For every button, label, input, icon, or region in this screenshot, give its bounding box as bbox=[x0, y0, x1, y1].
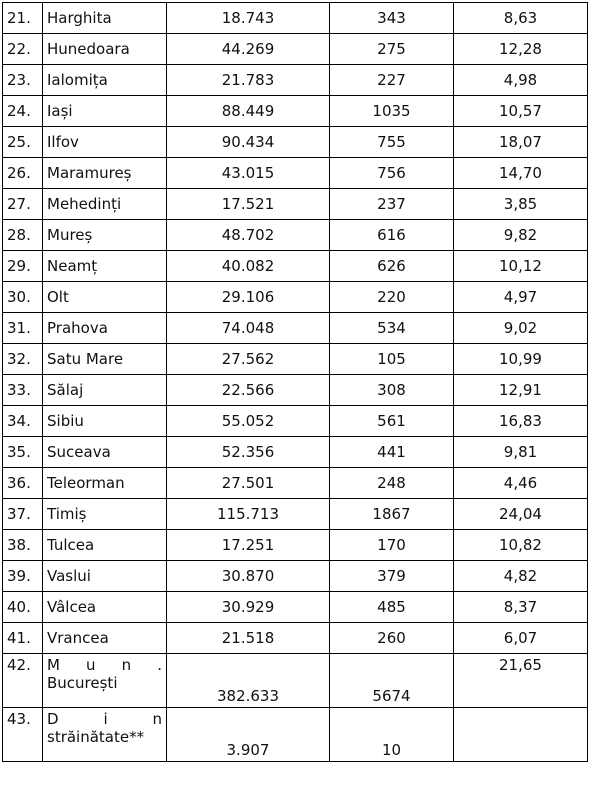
county-name: Iași bbox=[43, 96, 167, 127]
value-c: 10,99 bbox=[454, 344, 588, 375]
value-b: 248 bbox=[330, 468, 454, 499]
value-b: 343 bbox=[330, 3, 454, 34]
value-c: 10,82 bbox=[454, 530, 588, 561]
value-a: 17.521 bbox=[167, 189, 330, 220]
value-a: 48.702 bbox=[167, 220, 330, 251]
value-c: 12,91 bbox=[454, 375, 588, 406]
county-name: Vaslui bbox=[43, 561, 167, 592]
value-a: 18.743 bbox=[167, 3, 330, 34]
county-table bbox=[2, 2, 588, 762]
value-a: 115.713 bbox=[167, 499, 330, 530]
county-name: Mehedinți bbox=[43, 189, 167, 220]
table-row bbox=[3, 708, 588, 762]
county-name: Teleorman bbox=[43, 468, 167, 499]
value-c: 9,02 bbox=[454, 313, 588, 344]
value-c: 8,37 bbox=[454, 592, 588, 623]
table-row bbox=[3, 127, 588, 158]
county-name: Suceava bbox=[43, 437, 167, 468]
value-c: 18,07 bbox=[454, 127, 588, 158]
value-a: 22.566 bbox=[167, 375, 330, 406]
value-a: 44.269 bbox=[167, 34, 330, 65]
county-name bbox=[43, 654, 167, 708]
row-number: 41. bbox=[3, 623, 43, 654]
value-a: 88.449 bbox=[167, 96, 330, 127]
row-number: 32. bbox=[3, 344, 43, 375]
value-b: 170 bbox=[330, 530, 454, 561]
table-row bbox=[3, 158, 588, 189]
value-c: 9,81 bbox=[454, 437, 588, 468]
value-b: 626 bbox=[330, 251, 454, 282]
value-c: 12,28 bbox=[454, 34, 588, 65]
row-number: 33. bbox=[3, 375, 43, 406]
table-body bbox=[3, 3, 588, 762]
value-a: 55.052 bbox=[167, 406, 330, 437]
value-a: 3.907 bbox=[167, 708, 330, 762]
value-c: 4,98 bbox=[454, 65, 588, 96]
value-c: 3,85 bbox=[454, 189, 588, 220]
value-a: 21.518 bbox=[167, 623, 330, 654]
county-name: Ilfov bbox=[43, 127, 167, 158]
name-letter: M bbox=[47, 656, 60, 674]
row-number: 27. bbox=[3, 189, 43, 220]
value-b: 485 bbox=[330, 592, 454, 623]
county-name: Olt bbox=[43, 282, 167, 313]
value-c: 6,07 bbox=[454, 623, 588, 654]
county-name: Ialomița bbox=[43, 65, 167, 96]
value-c: 10,57 bbox=[454, 96, 588, 127]
table-row bbox=[3, 313, 588, 344]
table-row bbox=[3, 344, 588, 375]
value-c: 24,04 bbox=[454, 499, 588, 530]
table-row bbox=[3, 437, 588, 468]
county-name: Timiș bbox=[43, 499, 167, 530]
value-a: 27.501 bbox=[167, 468, 330, 499]
table-row bbox=[3, 530, 588, 561]
table-row bbox=[3, 499, 588, 530]
value-b: 1867 bbox=[330, 499, 454, 530]
value-a: 74.048 bbox=[167, 313, 330, 344]
value-b: 308 bbox=[330, 375, 454, 406]
table-row bbox=[3, 65, 588, 96]
value-b: 220 bbox=[330, 282, 454, 313]
value-b: 237 bbox=[330, 189, 454, 220]
row-number: 40. bbox=[3, 592, 43, 623]
value-a: 30.870 bbox=[167, 561, 330, 592]
value-b: 5674 bbox=[330, 654, 454, 708]
value-b: 10 bbox=[330, 708, 454, 762]
table-row bbox=[3, 189, 588, 220]
row-number: 22. bbox=[3, 34, 43, 65]
county-name: Prahova bbox=[43, 313, 167, 344]
table-row bbox=[3, 34, 588, 65]
row-number: 30. bbox=[3, 282, 43, 313]
value-c: 14,70 bbox=[454, 158, 588, 189]
value-a: 17.251 bbox=[167, 530, 330, 561]
value-c: 16,83 bbox=[454, 406, 588, 437]
value-b: 534 bbox=[330, 313, 454, 344]
row-number: 38. bbox=[3, 530, 43, 561]
name-letter: u bbox=[86, 656, 96, 674]
row-number: 36. bbox=[3, 468, 43, 499]
value-b: 379 bbox=[330, 561, 454, 592]
county-name: Sălaj bbox=[43, 375, 167, 406]
row-number: 34. bbox=[3, 406, 43, 437]
value-b: 275 bbox=[330, 34, 454, 65]
name-letter: i bbox=[103, 710, 108, 728]
value-a: 90.434 bbox=[167, 127, 330, 158]
row-number: 39. bbox=[3, 561, 43, 592]
value-a: 382.633 bbox=[167, 654, 330, 708]
county-name bbox=[43, 708, 167, 762]
county-name: Tulcea bbox=[43, 530, 167, 561]
county-name: Maramureș bbox=[43, 158, 167, 189]
county-name: Harghita bbox=[43, 3, 167, 34]
row-number: 37. bbox=[3, 499, 43, 530]
value-c: 4,97 bbox=[454, 282, 588, 313]
row-number: 24. bbox=[3, 96, 43, 127]
name-letter: D bbox=[47, 710, 59, 728]
value-c: 10,12 bbox=[454, 251, 588, 282]
county-name: Vrancea bbox=[43, 623, 167, 654]
value-a: 52.356 bbox=[167, 437, 330, 468]
row-number: 31. bbox=[3, 313, 43, 344]
row-number: 43. bbox=[3, 708, 43, 762]
value-b: 260 bbox=[330, 623, 454, 654]
county-name: Satu Mare bbox=[43, 344, 167, 375]
table-row bbox=[3, 3, 588, 34]
row-number: 29. bbox=[3, 251, 43, 282]
table-row bbox=[3, 623, 588, 654]
row-number: 35. bbox=[3, 437, 43, 468]
value-b: 105 bbox=[330, 344, 454, 375]
value-c: 9,82 bbox=[454, 220, 588, 251]
value-a: 40.082 bbox=[167, 251, 330, 282]
value-c bbox=[454, 708, 588, 762]
value-c: 8,63 bbox=[454, 3, 588, 34]
value-b: 1035 bbox=[330, 96, 454, 127]
table-row bbox=[3, 592, 588, 623]
name-letter: n bbox=[121, 656, 132, 674]
county-name: Mureș bbox=[43, 220, 167, 251]
county-name: Hunedoara bbox=[43, 34, 167, 65]
table-row bbox=[3, 406, 588, 437]
name-spaced-letters bbox=[47, 656, 162, 674]
table-row bbox=[3, 468, 588, 499]
county-name: Vâlcea bbox=[43, 592, 167, 623]
value-b: 756 bbox=[330, 158, 454, 189]
table-row bbox=[3, 654, 588, 708]
row-number: 23. bbox=[3, 65, 43, 96]
value-a: 29.106 bbox=[167, 282, 330, 313]
county-name: Neamț bbox=[43, 251, 167, 282]
table-row bbox=[3, 375, 588, 406]
value-c: 4,46 bbox=[454, 468, 588, 499]
table-row bbox=[3, 251, 588, 282]
value-b: 561 bbox=[330, 406, 454, 437]
row-number: 25. bbox=[3, 127, 43, 158]
value-a: 43.015 bbox=[167, 158, 330, 189]
value-b: 616 bbox=[330, 220, 454, 251]
row-number: 42. bbox=[3, 654, 43, 708]
value-a: 27.562 bbox=[167, 344, 330, 375]
name-letter: . bbox=[157, 656, 162, 674]
table-row bbox=[3, 220, 588, 251]
name-continuation: străinătate** bbox=[47, 728, 145, 746]
value-b: 227 bbox=[330, 65, 454, 96]
county-name: Sibiu bbox=[43, 406, 167, 437]
value-b: 441 bbox=[330, 437, 454, 468]
name-spaced-letters bbox=[47, 710, 162, 728]
table-row bbox=[3, 282, 588, 313]
row-number: 28. bbox=[3, 220, 43, 251]
name-continuation: București bbox=[47, 674, 118, 692]
value-c: 21,65 bbox=[454, 654, 588, 708]
value-c: 4,82 bbox=[454, 561, 588, 592]
value-b: 755 bbox=[330, 127, 454, 158]
value-a: 30.929 bbox=[167, 592, 330, 623]
table-row bbox=[3, 96, 588, 127]
name-letter: n bbox=[152, 710, 162, 728]
row-number: 21. bbox=[3, 3, 43, 34]
table-row bbox=[3, 561, 588, 592]
row-number: 26. bbox=[3, 158, 43, 189]
value-a: 21.783 bbox=[167, 65, 330, 96]
